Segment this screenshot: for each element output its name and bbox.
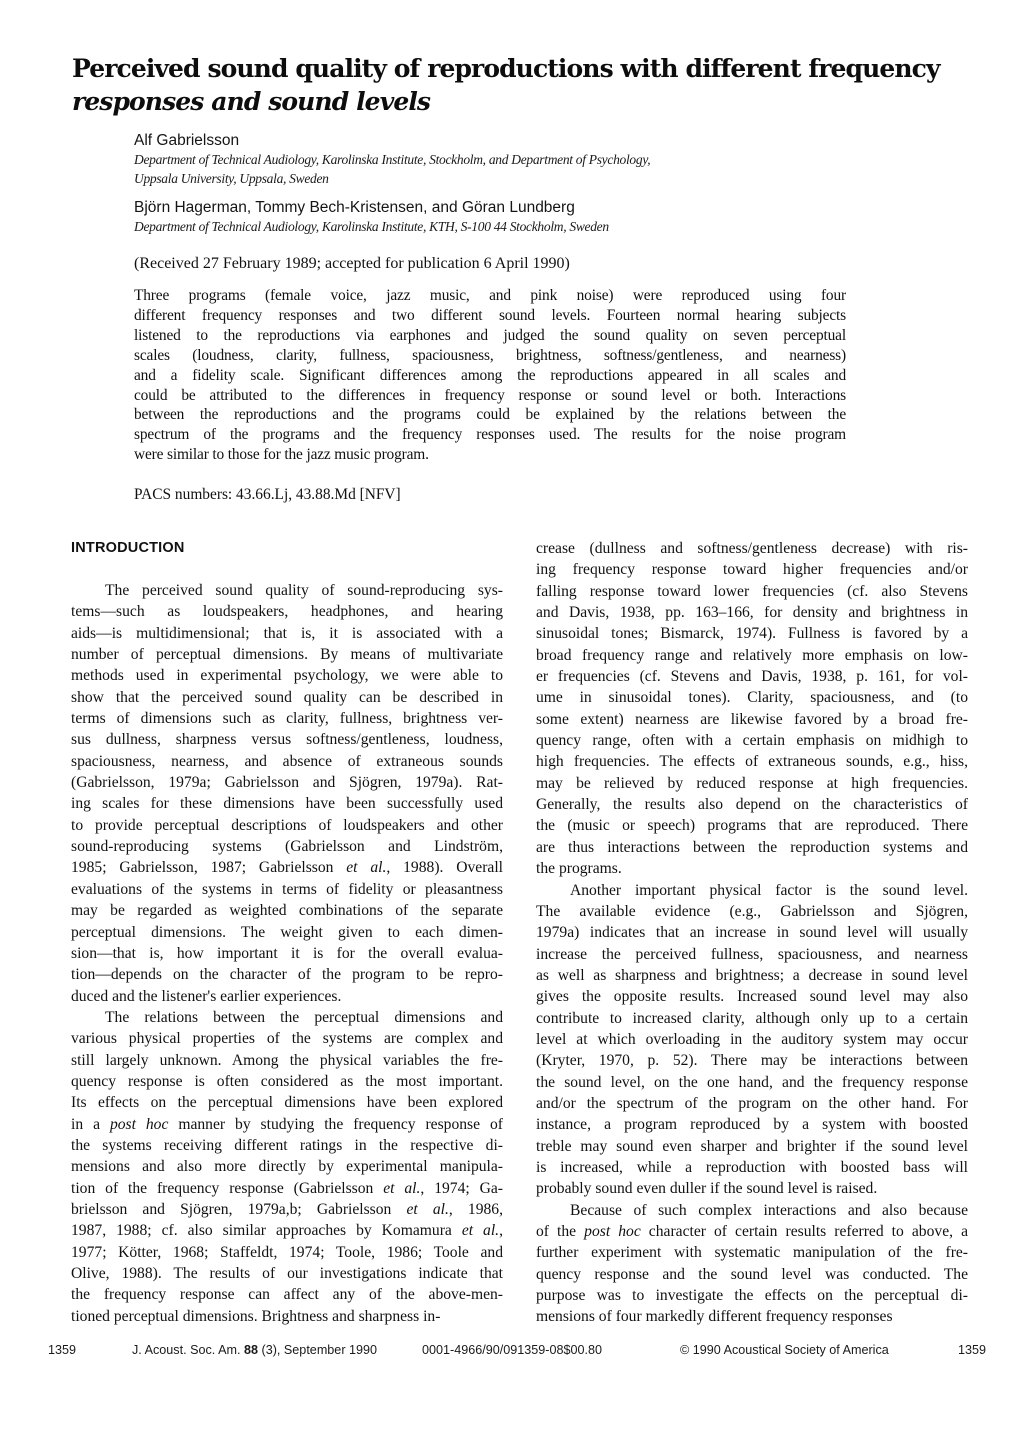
right-column-body [536, 538, 968, 1328]
author-affiliation: Department of Technical Audiology, Karolinska Institute, KTH, S-100 44 Stockholm, Sweden [134, 219, 609, 234]
body-line: falling response toward lower frequencies (cf. also Stevens [536, 582, 968, 600]
body-line: contribute to increased clarity, although only up to a certain [536, 1009, 968, 1027]
footer-copyright: © 1990 Acoustical Society of America [680, 1343, 889, 1357]
body-line: Another important physical factor is the sound level. [570, 881, 968, 899]
body-line: is increased, while a reproduction with boosted bass will [536, 1158, 968, 1176]
abstract-line: Three programs (female voice, jazz music, and pink noise) were reproduced using four [134, 287, 846, 304]
body-line: gives the opposite results. Increased sound level may also [536, 988, 968, 1006]
body-paragraph [71, 580, 503, 1007]
body-line: of the post hoc character of certain results referred to above, a [536, 1223, 968, 1240]
body-line: Generally, the results also depend on the characteristics of [536, 796, 968, 814]
author-names: Björn Hagerman, Tommy Bech-Kristensen, and Göran Lundberg [134, 199, 575, 216]
received-date [134, 254, 854, 274]
body-line: may be relieved by reduced response at high frequencies. [536, 774, 968, 792]
body-line: quency response and the sound level was conducted. The [536, 1265, 968, 1283]
author-block-2 [134, 198, 854, 236]
body-line: level at which overloading in the auditory system may occur [536, 1030, 968, 1048]
body-line: The perceived sound quality of sound-reproducing sys- [105, 582, 503, 599]
footer-article-code: 0001-4966/90/091359-08$00.80 [422, 1343, 602, 1357]
author-block-1 [134, 131, 854, 188]
body-paragraph [536, 538, 968, 880]
body-line: the frequency response can affect any of the above-men- [71, 1286, 503, 1304]
body-line: methods used in experimental psychology, we were able to [71, 667, 503, 685]
body-line: treble may sound even sharper and brighter if the sound level [536, 1137, 968, 1155]
body-line: as well as sharpness and brightness; a decrease in sound level [536, 966, 968, 984]
body-line: spaciousness, nearness, and absence of extraneous sounds [71, 752, 503, 770]
body-line: sound-reproducing systems (Gabrielsson and Lindström, [71, 838, 503, 856]
abstract-line: and a fidelity scale. Significant differences among the reproductions appeared in all scales and [134, 366, 846, 384]
pacs-numbers [134, 485, 854, 505]
body-line: Its effects on the perceptual dimensions have been explored [71, 1094, 503, 1112]
footer-page-number-right: 1359 [958, 1343, 987, 1357]
left-column-body [71, 580, 503, 1327]
body-line: (Gabrielsson, 1979a; Gabrielsson and Sjögren, 1979a). Rat- [71, 774, 503, 792]
paper-title [72, 52, 972, 118]
body-paragraph [536, 880, 968, 1200]
body-line: ing frequency response toward higher frequencies and/or [536, 561, 968, 579]
body-paragraph [536, 1200, 968, 1328]
body-line: number of perceptual dimensions. By means of multivariate [71, 646, 503, 664]
body-line: increase the perceived fullness, spaciousness, and nearness [536, 945, 968, 963]
body-line: instance, a program reproduced by a system with boosted [536, 1116, 968, 1134]
body-line: (Kryter, 1970, p. 52). There may be interactions between [536, 1052, 968, 1070]
body-line: 1979a) indicates that an increase in sound level will usually [536, 924, 968, 942]
pacs-text: PACS numbers: 43.66.Lj, 43.88.Md [NFV] [134, 486, 401, 503]
body-line: brielsson and Sjögren, 1979a,b; Gabrielsson et al., 1986, [71, 1200, 503, 1218]
body-line: the (music or speech) programs that are reproduced. There [536, 817, 968, 835]
body-line: tion—depends on the character of the program to be repro- [71, 966, 503, 984]
body-line: may be regarded as weighted combinations of the separate [71, 902, 503, 920]
body-line: terms of dimensions such as clarity, fullness, brightness ver- [71, 710, 503, 728]
abstract-line: listened to the reproductions via earphones and judged the sound quality on seven perceptual [134, 326, 846, 344]
abstract-line: were similar to those for the jazz music program. [134, 446, 429, 464]
body-line: mensions of four markedly different frequency responses [536, 1308, 893, 1326]
body-line: perceptual dimensions. The weight given to each dimen- [71, 923, 503, 941]
left-column [71, 538, 503, 1327]
right-column [536, 538, 968, 1328]
author-affiliation: Uppsala University, Uppsala, Sweden [134, 171, 329, 186]
abstract-line: could be attributed to the differences in frequency response or sound level or both. Interactions [134, 386, 846, 404]
body-line: quency response is often considered as the most important. [71, 1072, 503, 1090]
body-line: the systems receiving different ratings in the respective di- [71, 1136, 503, 1154]
body-line: sinusoidal tones; Bismarck, 1974). Fullness is favored by a [536, 625, 968, 643]
body-line: further experiment with systematic manipulation of the fre- [536, 1244, 968, 1262]
section-heading-introduction: INTRODUCTION [71, 540, 185, 556]
body-line: and/or the spectrum of the program on the other hand. For [536, 1094, 968, 1112]
author-affiliation: Department of Technical Audiology, Karolinska Institute, Stockholm, and Department of Psychology, [134, 152, 651, 167]
body-line: high frequencies. The effects of extraneous sounds, e.g., hiss, [536, 753, 968, 771]
received-text: (Received 27 February 1989; accepted for publication 6 April 1990) [134, 255, 570, 272]
body-line: in a post hoc manner by studying the frequency response of [71, 1115, 503, 1133]
abstract [134, 286, 846, 465]
body-line: sus dullness, sharpness versus softness/gentleness, loudness, [71, 731, 503, 749]
body-line: tion of the frequency response (Gabrielsson et al., 1974; Ga- [71, 1179, 503, 1197]
body-line: quency range, often with a certain emphasis on midhigh to [536, 732, 968, 750]
body-line: mensions and also more directly by experimental manipula- [71, 1158, 503, 1176]
body-line: and Davis, 1938, pp. 163–166, for density and brightness in [536, 604, 968, 622]
footer-journal-name: J. Acoust. Soc. Am. [132, 1343, 241, 1357]
body-line: are thus interactions between the reproduction systems and [536, 838, 968, 856]
body-line: probably sound even duller if the sound level is raised. [536, 1180, 878, 1198]
abstract-line: spectrum of the programs and the frequency responses used. The results for the noise program [134, 426, 846, 444]
body-line: aids—is multidimensional; that is, it is associated with a [71, 624, 503, 642]
body-line: broad frequency range and relatively more emphasis on low- [536, 646, 968, 664]
body-line: 1977; Kötter, 1968; Staffeldt, 1974; Toole, 1986; Toole and [71, 1243, 503, 1261]
body-line: tems—such as loudspeakers, headphones, and hearing [71, 603, 503, 621]
title-line-2: responses and sound levels [72, 87, 431, 116]
body-line: the programs. [536, 860, 622, 878]
body-line: various physical properties of the systems are complex and [71, 1030, 503, 1048]
body-paragraph [71, 1007, 503, 1327]
footer-page-number-left: 1359 [48, 1343, 77, 1357]
footer-journal-citation [132, 1343, 377, 1357]
body-line: to provide perceptual descriptions of loudspeakers and other [71, 816, 503, 834]
body-line: The relations between the perceptual dimensions and [105, 1008, 503, 1026]
abstract-text [134, 286, 846, 465]
footer-volume: 88 [244, 1343, 259, 1357]
body-line: show that the perceived sound quality can be described in [71, 688, 503, 706]
abstract-line: scales (loudness, clarity, fullness, spaciousness, brightness, softness/gentleness, and nearness) [134, 346, 846, 364]
body-line: still largely unknown. Among the physical variables the fre- [71, 1051, 503, 1069]
body-line: some extent) nearness are likewise favored by a broad fre- [536, 710, 968, 728]
body-line: er frequencies (cf. Stevens and Davis, 1938, p. 161, for vol- [536, 668, 968, 686]
body-line: sion—that is, how important it is for the overall evalua- [71, 944, 503, 962]
body-line: 1987, 1988; cf. also similar approaches by Komamura et al., [71, 1222, 503, 1240]
abstract-line: between the reproductions and the programs could be explained by the relations between the [134, 406, 846, 424]
title-line-1: Perceived sound quality of reproductions with different frequency [72, 54, 940, 83]
body-line: the sound level, on the one hand, and the frequency response [536, 1073, 968, 1091]
footer-issue-date: (3), September 1990 [261, 1343, 378, 1357]
page-footer [40, 1343, 1000, 1363]
body-line: evaluations of the systems in terms of fidelity or pleasantness [71, 880, 503, 898]
body-line: Olive, 1988). The results of our investigations indicate that [71, 1265, 503, 1282]
body-line: 1985; Gabrielsson, 1987; Gabrielsson et al., 1988). Overall [71, 859, 503, 877]
body-line: purpose was to investigate the effects on the perceptual di- [536, 1287, 968, 1305]
body-line: crease (dullness and softness/gentleness decrease) with ris- [536, 540, 968, 557]
body-line: ume in sinusoidal tones). Clarity, spaciousness, and (to [536, 689, 968, 707]
author-names: Alf Gabrielsson [134, 132, 240, 149]
body-line: The available evidence (e.g., Gabrielsson and Sjögren, [536, 902, 968, 920]
body-line: duced and the listener's earlier experiences. [71, 987, 342, 1005]
abstract-line: different frequency responses and two different sound levels. Fourteen normal hearing subjects [134, 306, 846, 324]
body-line: Because of such complex interactions and also because [570, 1201, 968, 1219]
body-line: tioned perceptual dimensions. Brightness and sharpness in- [71, 1307, 441, 1325]
body-line: ing scales for these dimensions have been successfully used [71, 795, 503, 813]
